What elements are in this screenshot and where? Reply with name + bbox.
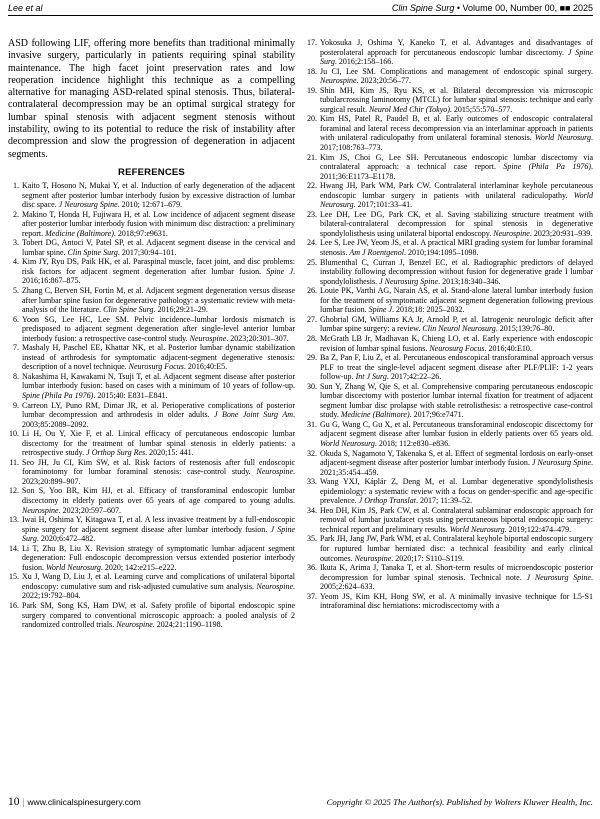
- reference-item: [8, 286, 295, 315]
- reference-text: Tobert DG, Antoci V, Patel SP, et al. Adjacent segment disease in the cervical and lumbar spine. Clin Spine Surg. 2017;30:94–101.: [22, 238, 295, 257]
- reference-number: 5.: [13, 285, 19, 295]
- reference-text: Wang YXJ, Káplár Z, Deng M, et al. Lumbar degenerative spondylolisthesis epidemiology: a systematic review with a focus on gender-specific and age-specific prevalence. J Orthop Translat. 2017; 11:39–52.: [320, 477, 593, 506]
- reference-number: 27.: [307, 314, 317, 324]
- reference-number: 28.: [307, 333, 317, 343]
- reference-item: [8, 486, 295, 515]
- reference-item: [306, 534, 593, 563]
- reference-item: [8, 181, 295, 210]
- reference-number: 33.: [307, 477, 317, 487]
- reference-text: Yeom JS, Kim KH, Hong SW, et al. A minimally invasive technique for L5-S1 intraforaminal disc herniations: microdiscectomy with a: [320, 591, 593, 611]
- footer-separator: |: [22, 797, 25, 807]
- right-column: [306, 38, 593, 630]
- running-head-authors: Lee et al: [8, 3, 43, 13]
- reference-item: [8, 257, 295, 286]
- journal-url[interactable]: www.clinicalspinesurgery.com: [27, 797, 141, 807]
- reference-text: Blumenthal C, Curran J, Benzel EC, et al. Radiographic predictors of delayed instability following decompression without fusion for degenerative grade I lumbar spondylolisthesis. J Neurosurg Spine. 2013;18:340–346.: [320, 257, 593, 286]
- two-column-body: [8, 38, 593, 630]
- reference-item: [8, 372, 295, 401]
- reference-text: Park SM, Song KS, Ham DW, et al. Safety profile of biportal endoscopic spine surgery compared to conventional microscopic approach: a pooled analysis of 2 randomized controlled trials. Neurospine. 2024;21:1190–1198.: [22, 601, 295, 630]
- reference-text: Zhang C, Berven SH, Fortin M, et al. Adjacent segment degeneration versus disease after lumbar spine fusion for degenerative pathology: a systematic review with meta-analysis of the literature. Clin Spine Surg. 2016;29:21–29.: [22, 285, 295, 315]
- reference-list-right: [306, 38, 593, 611]
- reference-number: 32.: [307, 448, 317, 458]
- reference-text: Li T, Zhu B, Liu X. Revision strategy of symptomatic lumbar adjacent segment degeneration: Full endoscopic decompression versus extended posterior interbody fusion. World Neurosurg. 2020; 142:e215–e222.: [22, 543, 295, 572]
- reference-number: 31.: [307, 419, 317, 429]
- reference-item: [306, 210, 593, 239]
- intro-paragraph: ASD following LIF, offering more benefits than traditional minimally invasive surgery, particularly in patients requiring spinal stability maintenance. The high facet joint preservation rates and low reoperation incidence highlight this technique as a compelling alternative for managing ASD-related spinal stenosis. Thus, bilateral-contralateral decompression may be an optimal surgical strategy for lumbar spinal stenosis with adjacent segment stenosis without instability, owing to its potential to reduce the risk of instability after decompression and slow the progression of degeneration in adjacent segments.: [8, 38, 295, 160]
- reference-item: [306, 286, 593, 315]
- reference-text: Heo DH, Kim JS, Park CW, et al. Contralateral sublaminar endoscopic approach for removal of lumbar juxtafacet cysts using percutaneous biportal endoscopic surgery: technical report and preliminary results. World Neurosurg. 2019;122:474–479.: [320, 505, 593, 534]
- references-heading: REFERENCES: [118, 166, 185, 178]
- reference-item: [306, 315, 593, 334]
- reference-text: Kaito T, Hosono N, Mukai Y, et al. Induction of early degeneration of the adjacent segment after posterior lumbar interbody fusion by excessive distraction of lumbar disc space. J Neurosurg Spine. 2010; 12:671–679.: [22, 180, 295, 210]
- reference-list-left: [8, 181, 295, 630]
- reference-number: 26.: [307, 286, 317, 296]
- page-number: 10: [8, 796, 20, 808]
- reference-text: Carreon LY, Puno RM, Dimar JR, et al. Perioperative complications of posterior lumbar decompression and arthrodesis in older adults. J Bone Joint Surg Am. 2003;85:2089–2092.: [22, 400, 295, 429]
- reference-number: 36.: [307, 563, 317, 573]
- reference-number: 21.: [307, 152, 317, 162]
- reference-item: [306, 38, 593, 67]
- reference-item: [306, 592, 593, 611]
- reference-number: 23.: [307, 209, 317, 219]
- reference-text: Kim JY, Ryu DS, Paik HK, et al. Paraspinal muscle, facet joint, and disc problems: risk factors for adjacent segment degeneration after lumbar fusion. Spine J. 2016;16:867–875.: [22, 257, 295, 286]
- reference-number: 6.: [13, 314, 19, 324]
- reference-item: [8, 315, 295, 344]
- reference-item: [306, 506, 593, 535]
- reference-number: 30.: [307, 381, 317, 391]
- reference-item: [306, 420, 593, 449]
- reference-text: Ba Z, Pan F, Liu Z, et al. Percutaneous endoscopical transforaminal approach versus PLF to treat the single-level adjacent segment disease after PLF/PLIF: 1-2 years follow-up. Int J Surg. 2017;42:22–26.: [320, 353, 593, 382]
- reference-text: Ju CI, Lee SM. Complications and management of endoscopic spinal surgery. Neurospine. 2023;20:56–77.: [320, 66, 593, 86]
- reference-text: Makino T, Honda H, Fujiwara H, et al. Low incidence of adjacent segment disease after posterior lumbar interbody fusion with minimum disc distraction: a preliminary report. Medicine (Baltimore). 2018;97:e9631.: [22, 209, 295, 238]
- reference-number: 9.: [13, 400, 19, 410]
- reference-text: Louie PK, Varthi AG, Narain AS, et al. Stand-alone lateral lumbar interbody fusion for the treatment of symptomatic adjacent segment degeneration following previous lumbar fusion. Spine J. 2018;18: 2025–2032.: [320, 286, 593, 315]
- reference-text: Kim HS, Patel R, Paudel B, et al. Early outcomes of endoscopic contralateral foraminal and lateral recess decompression via an interlaminar approach in patients with unilateral radiculopathy from unilateral foraminal stenosis. World Neurosurg. 2017;108:763–773.: [320, 114, 593, 153]
- reference-item: [306, 353, 593, 382]
- reference-text: Son S, Yoo BR, Kim HJ, et al. Efficacy of transforaminal endoscopic lumbar discectomy in elderly patients over 65 years of age compared to young adults. Neurospine. 2023;20:597–607.: [22, 486, 295, 515]
- reference-text: Lee S, Lee JW, Yeom JS, et al. A practical MRI grading system for lumbar foraminal stenosis. Am J Roentgenol. 2010;194:1095–1098.: [320, 238, 593, 258]
- reference-number: 15.: [9, 572, 19, 582]
- reference-item: [306, 477, 593, 506]
- reference-item: [306, 334, 593, 353]
- page-header: [8, 3, 593, 13]
- reference-item: [8, 515, 295, 544]
- reference-number: 8.: [13, 371, 19, 381]
- reference-text: Gu G, Wang C, Gu X, et al. Percutaneous transforaminal endoscopic discectomy for adjacent segment disease after lumbar fusion in elderly patients over 65 years old. World Neurosurg. 2018; 112:e830–e836.: [320, 419, 593, 448]
- reference-item: [8, 343, 295, 372]
- reference-number: 34.: [307, 505, 317, 515]
- reference-number: 10.: [9, 429, 19, 439]
- journal-name: Clin Spine Surg: [391, 3, 455, 13]
- reference-number: 12.: [9, 486, 19, 496]
- bullet-separator: •: [454, 3, 463, 13]
- reference-item: [306, 258, 593, 287]
- reference-item: [306, 153, 593, 182]
- reference-text: Ghobrial GM, Williams KA Jr, Arnold P, et al. Iatrogenic neurologic deficit after lumbar spine surgery: a review. Clin Neurol Neurosurg. 2015;139:76–80.: [320, 314, 593, 334]
- reference-item: [306, 67, 593, 86]
- reference-text: Shin MH, Kim JS, Ryu KS, et al. Bilateral decompression via microscopic tubularcrossing laminotomy (MTCL) for lumbar spinal stenosis: technique and early surgical result. Neurol Med Chir (Tokyo). 2015;55:570–577.: [320, 85, 593, 114]
- reference-number: 25.: [307, 257, 317, 267]
- reference-number: 14.: [9, 543, 19, 553]
- reference-text: Sun Y, Zhang W, Qie S, et al. Comprehensive comparing percutaneous endoscopic lumbar discectomy with posterior lumbar internal fixation for treatment of adjacent segment lumbar disc prolapse with stable retrolisthesis: a retrospective case-control study. Medicine (Baltimore). 2017;96:e7471.: [320, 381, 593, 420]
- reference-item: [8, 429, 295, 458]
- reference-text: Kim JS, Choi G, Lee SH. Percutaneous endoscopic lumbar discectomy via contralateral approach: a technical case report. Spine (Phila Pa 1976). 2011;36:E1173–E1178.: [320, 152, 593, 181]
- reference-item: [8, 544, 295, 573]
- reference-text: Li H, Ou Y, Xie F, et al. Linical efficacy of percutaneous endoscopic lumbar discectomy for the treatment of lumbar spinal stenosis in elderly patients: a retrospective study. J Orthop Surg Res. 2020;15: 441.: [22, 429, 295, 458]
- reference-number: 2.: [13, 209, 19, 219]
- reference-number: 17.: [307, 38, 317, 47]
- reference-number: 29.: [307, 353, 317, 363]
- reference-item: [306, 382, 593, 420]
- reference-item: [306, 563, 593, 592]
- reference-number: 13.: [9, 515, 19, 525]
- reference-item: [306, 114, 593, 152]
- footer-left: [8, 792, 141, 810]
- reference-number: 19.: [307, 85, 317, 95]
- page-footer: [8, 792, 593, 810]
- copyright-notice: Copyright © 2025 The Author(s). Published by Wolters Kluwer Health, Inc.: [326, 797, 593, 807]
- reference-number: 4.: [13, 257, 19, 267]
- reference-text: Seo JH, Ju CI, Kim SW, et al. Risk factors of restenosis after full endoscopic foraminotomy for lumbar foraminal stenosis: case-control study. Neurospine. 2023;20:899–907.: [22, 457, 295, 486]
- left-column: [8, 38, 295, 630]
- reference-number: 37.: [307, 591, 317, 601]
- reference-text: Mashaly H, Paschel EE, Khattar NK, et al. Posterior lumbar dynamic stabilization instead of arthrodesis for symptomatic adjacent-segment degenerative stenosis: description of a novel technique. Neurosurg Focus. 2016;40:E5.: [22, 343, 295, 372]
- reference-number: 35.: [307, 534, 317, 544]
- reference-text: Lee DH, Lee DG, Park CK, et al. Saving stabilizing structure treatment with bilateral-contralateral decompression for spinal stenosis in degenerative spondylolisthesis using unilateral biportal endoscopy. Neurospine. 2023;20:931–939.: [320, 209, 593, 238]
- reference-number: 22.: [307, 181, 317, 191]
- reference-text: Okuda S, Nagamoto Y, Takenaka S, et al. Effect of segmental lordosis on early-onset adjacent-segment disease after posterior lumbar interbody fusion. J Neurosurg Spine. 2021;35:454–459.: [320, 448, 594, 477]
- reference-number: 3.: [13, 238, 19, 248]
- reference-item: [306, 181, 593, 210]
- reference-text: Xu J, Wang D, Liu J, et al. Learning curve and complications of unilateral biportal endoscopy: cumulative sum and risk-adjusted cumulative sum analysis. Neurospine. 2022;19:792–804.: [22, 572, 295, 601]
- header-rule: [8, 15, 593, 16]
- reference-text: Hwang JH, Park WM, Park CW. Contralateral interlaminar keyhole percutaneous endoscopic lumbar surgery in patients with unilateral radiculopathy. World Neurosurg. 2017;101:33–41.: [320, 181, 593, 210]
- reference-number: 1.: [13, 180, 19, 190]
- reference-number: 16.: [9, 601, 19, 611]
- reference-text: Iwai H, Oshima Y, Kitagawa T, et al. A less invasive treatment by a full-endoscopic spine surgery for adjacent segment disease after lumbar interbody fusion. J Spine Surg. 2020;6:472–482.: [22, 515, 295, 544]
- reference-text: Park JH, Jang JW, Park WM, et al. Contralateral keyhole biportal endoscopic surgery for ruptured lumbar herniated disc: a technical feasibility and early clinical outcomes. Neurospine. 2020;17: S110–S119.: [320, 534, 593, 563]
- issue-info: Volume 00, Number 00, ■■ 2025: [462, 3, 593, 13]
- reference-item: [306, 449, 593, 478]
- reference-item: [306, 238, 593, 257]
- reference-text: Ikuta K, Arima J, Tanaka T, et al. Short-term results of microendoscopic posterior decompression for lumbar spinal stenosis. Technical note. J Neurosurg Spine. 2005;2:624–633.: [320, 563, 593, 592]
- reference-item: [8, 572, 295, 601]
- reference-number: 18.: [307, 66, 317, 76]
- reference-text: Yoon SG, Lee HC, Lee SM. Pelvic incidence–lumbar lordosis mismatch is predisposed to adjacent segment degeneration after single-level anterior lumbar interbody fusion: a retrospective case-control study. Neurospine. 2023;20:301–307.: [22, 314, 295, 343]
- reference-text: McGrath LB Jr, Madhavan K, Chieng LO, et al. Early experience with endoscopic revision of lumbar spinal fusions. Neurosurg Focus. 2016;40:E10.: [320, 333, 593, 353]
- reference-item: [8, 210, 295, 239]
- reference-text: Nakashima H, Kawakami N, Tsuji T, et al. Adjacent segment disease after posterior lumbar interbody fusion: based on cases with a minimum of 10 years of follow-up. Spine (Phila Pa 1976). 2015;40: E831–E841.: [22, 371, 295, 400]
- reference-item: [306, 86, 593, 115]
- reference-text: Yokosuka J, Oshima Y, Kaneko T, et al. Advantages and disadvantages of posterolateral approach for percutaneous endoscopic lumbar discectomy. J Spine Surg. 2016;2:158–166.: [320, 38, 593, 67]
- reference-item: [8, 458, 295, 487]
- reference-item: [8, 238, 295, 257]
- reference-item: [8, 601, 295, 630]
- reference-number: 11.: [9, 457, 19, 467]
- running-head-journal: [392, 3, 593, 13]
- reference-number: 24.: [307, 238, 317, 248]
- reference-number: 7.: [13, 343, 19, 353]
- reference-item: [8, 401, 295, 430]
- reference-number: 20.: [307, 114, 317, 124]
